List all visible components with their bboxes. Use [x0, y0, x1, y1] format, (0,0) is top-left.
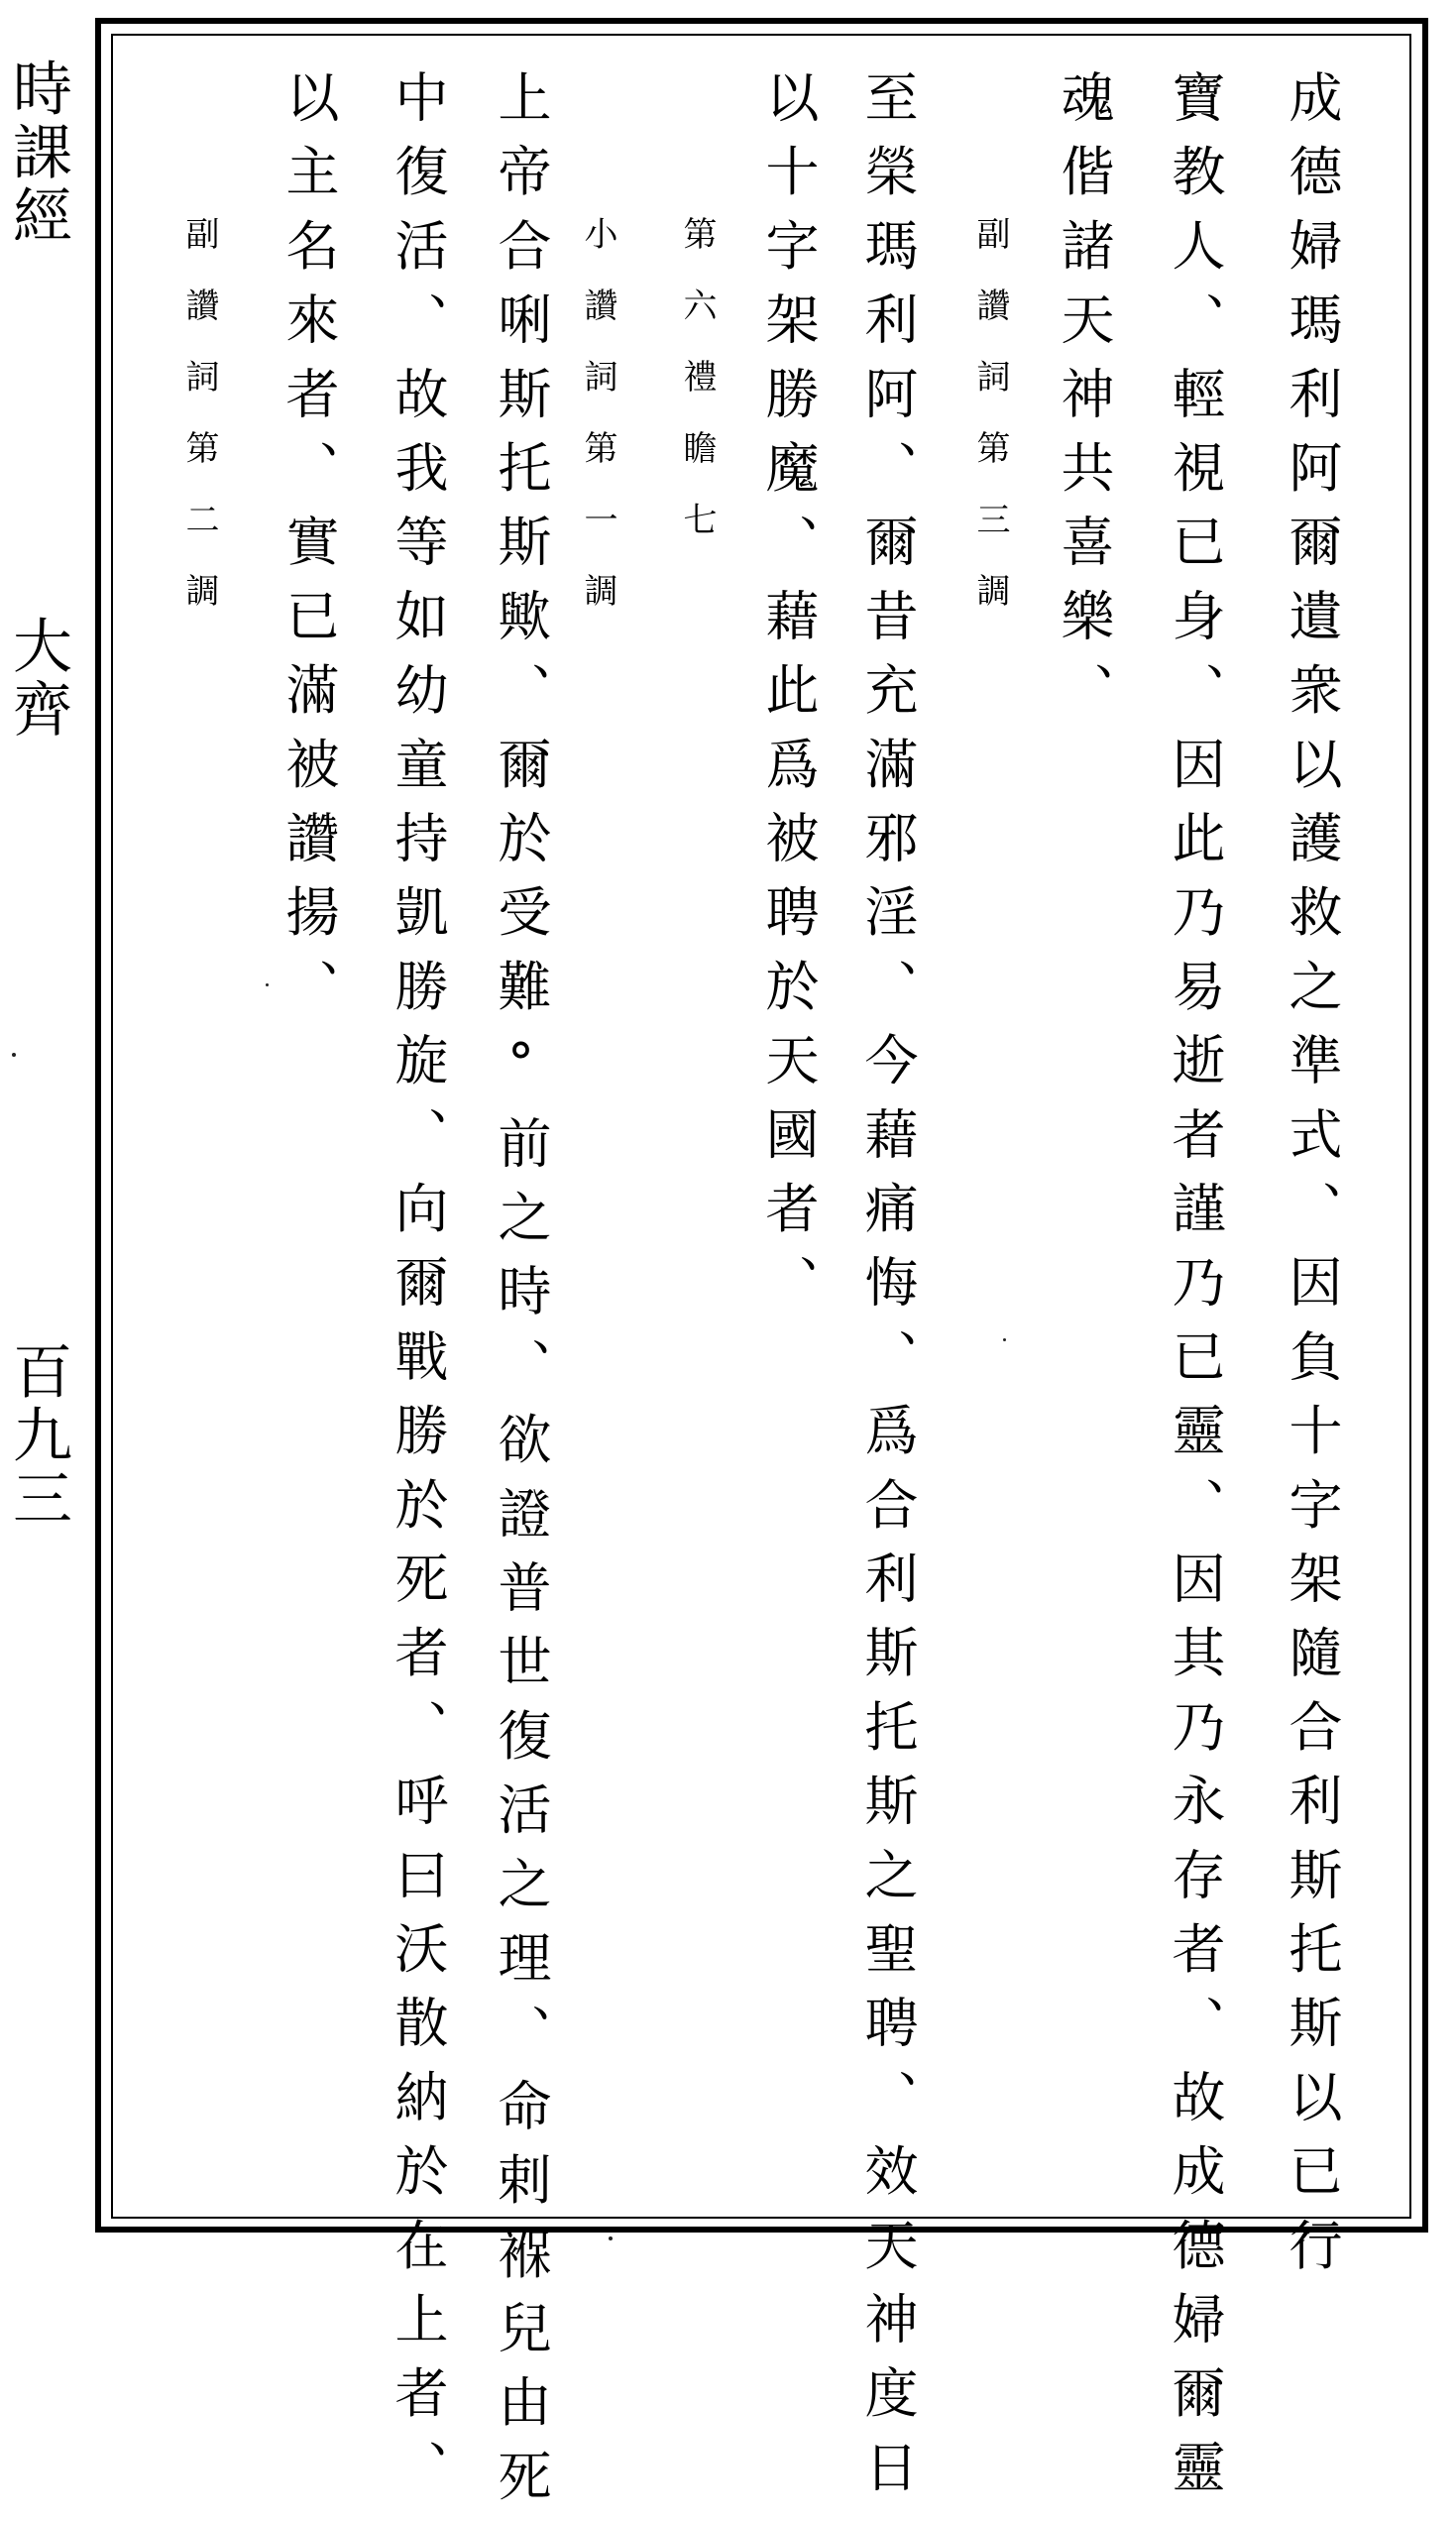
- text-column-2: 寶教人、輕視已身、因此乃易逝者謹乃已靈、因其乃永存者、故成德婦爾靈: [1164, 69, 1226, 2514]
- heading-sixth-office: 第六禮瞻七: [677, 216, 717, 573]
- subheading-second-tone: 副讚詞第二調: [179, 216, 219, 644]
- text-column-3: 魂偕諸天神共喜樂、: [1053, 69, 1115, 737]
- text-column-7: 中復活、故我等如幼童持凱勝旋、向爾戰勝於死者、呼曰沃散納於在上者、: [387, 69, 449, 2514]
- text-column-6: 上帝合唎斯托斯歟、爾於受難°前之時、欲證普世復活之理、命剌褓兒由死: [490, 69, 552, 2522]
- margin-section: 大齊: [3, 615, 72, 742]
- margin-page-number: 百九三: [3, 1340, 72, 1531]
- scan-speck: [1003, 1338, 1006, 1341]
- text-column-8: 以主名來者、實已滿被讚揚、: [278, 69, 340, 1033]
- subheading-first-tone: 小讚詞第一調: [578, 216, 617, 644]
- subheading-third-tone: 副讚詞第三調: [970, 216, 1010, 644]
- text-column-1: 成德婦瑪利阿爾遺衆以護救之準式、因負十字架隨合利斯托斯以已行: [1281, 69, 1343, 2291]
- margin-book-title: 時課經: [3, 57, 72, 248]
- scan-speck: [12, 1053, 16, 1057]
- scan-speck: [266, 983, 269, 986]
- text-column-4: 至榮瑪利阿、爾昔充滿邪淫、今藉痛悔、爲合利斯托斯之聖聘、效天神度日: [856, 69, 919, 2514]
- text-column-5: 以十字架勝魔、藉此爲被聘於天國者、: [757, 69, 820, 1328]
- scan-speck: [609, 2236, 613, 2240]
